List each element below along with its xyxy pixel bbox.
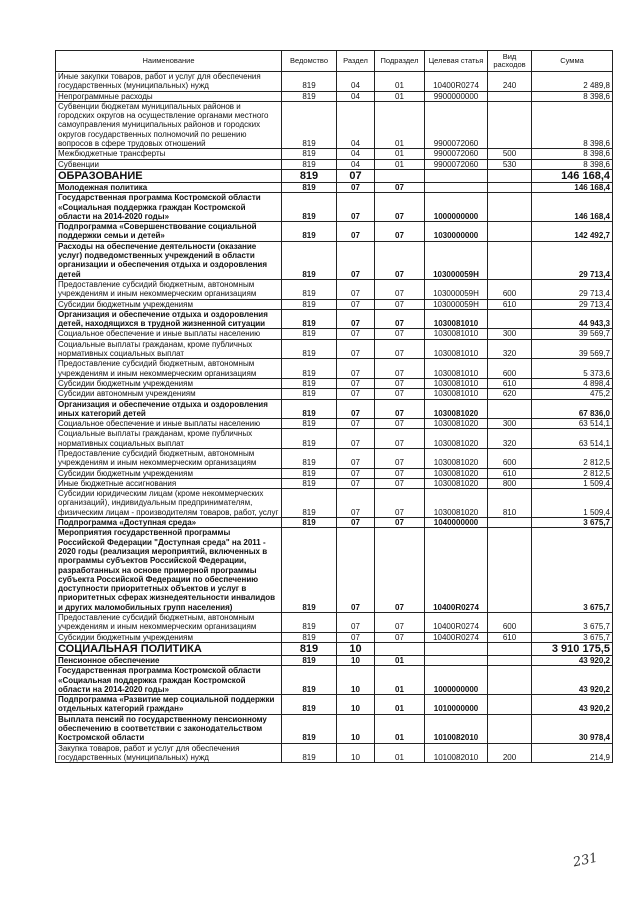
budget-table-sheet — [55, 50, 612, 763]
row-kind: 320 — [488, 429, 532, 449]
row-dept: 819 — [282, 91, 337, 101]
table-row — [56, 101, 613, 148]
table-row — [56, 222, 613, 242]
row-kind: 240 — [488, 72, 532, 92]
row-section: 07 — [337, 222, 375, 242]
row-sum: 2 812,5 — [532, 448, 613, 468]
row-kind: 600 — [488, 359, 532, 379]
row-name: Государственная программа Костромской области «Социальная поддержка граждан Костромской области на 2014-2020 годы» — [56, 193, 282, 222]
row-kind: 810 — [488, 489, 532, 518]
row-sum: 146 168,4 — [532, 182, 613, 192]
row-subsection: 07 — [375, 399, 425, 419]
row-sum: 8 398,6 — [532, 159, 613, 169]
header-name: Наименование — [56, 51, 282, 72]
header-target: Целевая статья — [425, 51, 488, 72]
row-kind: 300 — [488, 329, 532, 339]
row-target: 1030081010 — [425, 329, 488, 339]
row-name: Субсидии юридическим лицам (кроме некоммерческих организаций), индивидуальным предпринимателям, физическим лицам - производителям товаров, работ, услуг — [56, 489, 282, 518]
row-section: 07 — [337, 478, 375, 488]
row-sum: 39 569,7 — [532, 339, 613, 359]
row-section: 04 — [337, 101, 375, 148]
row-sum: 4 898,4 — [532, 378, 613, 388]
row-kind — [488, 101, 532, 148]
row-kind — [488, 182, 532, 192]
row-sum: 30 978,4 — [532, 714, 613, 743]
row-section: 07 — [337, 339, 375, 359]
row-target: 9900000000 — [425, 91, 488, 101]
row-section: 07 — [337, 632, 375, 642]
row-section: 10 — [337, 714, 375, 743]
row-dept: 819 — [282, 666, 337, 695]
row-sum: 2 812,5 — [532, 468, 613, 478]
row-sum: 43 920,2 — [532, 666, 613, 695]
row-dept: 819 — [282, 399, 337, 419]
row-sum: 214,9 — [532, 743, 613, 763]
row-name: Подпрограмма «Развитие мер социальной поддержки отдельных категорий граждан» — [56, 695, 282, 715]
row-section: 07 — [337, 299, 375, 309]
row-name: Иные закупки товаров, работ и услуг для обеспечения государственных (муниципальных) нужд — [56, 72, 282, 92]
row-target: 1010082010 — [425, 714, 488, 743]
row-subsection: 07 — [375, 468, 425, 478]
row-name: Подпрограмма «Совершенствование социальной поддержки семьи и детей» — [56, 222, 282, 242]
row-kind: 800 — [488, 478, 532, 488]
table-row — [56, 72, 613, 92]
row-dept: 819 — [282, 241, 337, 279]
row-subsection: 01 — [375, 666, 425, 695]
row-kind — [488, 666, 532, 695]
row-sum: 1 509,4 — [532, 489, 613, 518]
row-kind: 600 — [488, 613, 532, 633]
row-name: Иные бюджетные ассигнования — [56, 478, 282, 488]
row-sum: 29 713,4 — [532, 299, 613, 309]
row-kind — [488, 714, 532, 743]
row-target: 1030081020 — [425, 478, 488, 488]
row-kind: 300 — [488, 419, 532, 429]
table-row — [56, 309, 613, 329]
row-sum: 8 398,6 — [532, 101, 613, 148]
table-row — [56, 518, 613, 528]
row-sum: 43 920,2 — [532, 695, 613, 715]
row-section: 10 — [337, 642, 375, 655]
row-section: 10 — [337, 655, 375, 665]
row-dept: 819 — [282, 419, 337, 429]
row-subsection: 07 — [375, 613, 425, 633]
row-target: 1030081020 — [425, 489, 488, 518]
row-dept: 819 — [282, 429, 337, 449]
row-kind: 610 — [488, 299, 532, 309]
table-row — [56, 299, 613, 309]
row-section: 07 — [337, 169, 375, 182]
row-dept: 819 — [282, 149, 337, 159]
row-kind — [488, 91, 532, 101]
row-target: 1030081010 — [425, 339, 488, 359]
row-name: ОБРАЗОВАНИЕ — [56, 169, 282, 182]
row-target: 1030081010 — [425, 359, 488, 379]
row-sum: 3 675,7 — [532, 518, 613, 528]
row-sum: 3 675,7 — [532, 528, 613, 613]
row-dept: 819 — [282, 169, 337, 182]
row-target: 10400R0274 — [425, 72, 488, 92]
table-row — [56, 91, 613, 101]
row-kind — [488, 655, 532, 665]
row-sum: 142 492,7 — [532, 222, 613, 242]
row-name: Организация и обеспечение отдыха и оздоровления детей, находящихся в трудной жизненной ситуации — [56, 309, 282, 329]
row-subsection: 01 — [375, 72, 425, 92]
row-name: Подпрограмма «Доступная среда» — [56, 518, 282, 528]
row-name: Субсидии бюджетным учреждениям — [56, 632, 282, 642]
row-dept: 819 — [282, 159, 337, 169]
row-kind — [488, 309, 532, 329]
row-target: 10400R0274 — [425, 632, 488, 642]
table-row — [56, 695, 613, 715]
row-kind — [488, 169, 532, 182]
row-dept: 819 — [282, 299, 337, 309]
row-section: 04 — [337, 159, 375, 169]
table-header-row — [56, 51, 613, 72]
row-subsection: 07 — [375, 632, 425, 642]
row-sum: 67 836,0 — [532, 399, 613, 419]
row-dept: 819 — [282, 339, 337, 359]
row-name: Субсидии бюджетным учреждениям — [56, 299, 282, 309]
row-sum: 63 514,1 — [532, 429, 613, 449]
row-section: 07 — [337, 429, 375, 449]
row-name: Предоставление субсидий бюджетным, автономным учреждениям и иным некоммерческим организациям — [56, 613, 282, 633]
table-row — [56, 159, 613, 169]
row-target: 1000000000 — [425, 666, 488, 695]
row-target: 1030081010 — [425, 389, 488, 399]
row-target — [425, 169, 488, 182]
row-kind: 200 — [488, 743, 532, 763]
row-target — [425, 642, 488, 655]
row-subsection — [375, 642, 425, 655]
row-section: 07 — [337, 389, 375, 399]
row-section: 07 — [337, 419, 375, 429]
row-dept: 819 — [282, 279, 337, 299]
row-target: 1040000000 — [425, 518, 488, 528]
row-subsection: 07 — [375, 299, 425, 309]
row-name: Социальные выплаты гражданам, кроме публичных нормативных социальных выплат — [56, 339, 282, 359]
row-name: Социальное обеспечение и иные выплаты населению — [56, 329, 282, 339]
row-target: 1030081020 — [425, 429, 488, 449]
row-dept: 819 — [282, 309, 337, 329]
row-section: 10 — [337, 666, 375, 695]
row-section: 10 — [337, 695, 375, 715]
table-row — [56, 489, 613, 518]
row-name: Предоставление субсидий бюджетным, автономным учреждениям и иным некоммерческим организациям — [56, 448, 282, 468]
row-sum: 3 675,7 — [532, 613, 613, 633]
row-dept: 819 — [282, 695, 337, 715]
row-name: Субсидии автономным учреждениям — [56, 389, 282, 399]
row-dept: 819 — [282, 193, 337, 222]
row-name: СОЦИАЛЬНАЯ ПОЛИТИКА — [56, 642, 282, 655]
row-target: 1030081010 — [425, 378, 488, 388]
row-section: 04 — [337, 149, 375, 159]
table-row — [56, 241, 613, 279]
row-sum: 8 398,6 — [532, 91, 613, 101]
row-name: Организация и обеспечение отдыха и оздоровления иных категорий детей — [56, 399, 282, 419]
row-name: Молодежная политика — [56, 182, 282, 192]
row-target: 1010082010 — [425, 743, 488, 763]
row-section: 07 — [337, 613, 375, 633]
table-row — [56, 468, 613, 478]
row-kind — [488, 399, 532, 419]
page-number: 231 — [571, 850, 600, 871]
row-subsection: 07 — [375, 429, 425, 449]
row-name: Субсидии бюджетным учреждениям — [56, 378, 282, 388]
row-subsection: 07 — [375, 489, 425, 518]
row-sum: 475,2 — [532, 389, 613, 399]
row-target: 9900072060 — [425, 101, 488, 148]
row-sum: 39 569,7 — [532, 329, 613, 339]
row-target — [425, 182, 488, 192]
table-row — [56, 182, 613, 192]
row-subsection: 01 — [375, 149, 425, 159]
row-dept: 819 — [282, 468, 337, 478]
table-row — [56, 149, 613, 159]
row-kind: 600 — [488, 279, 532, 299]
row-subsection: 01 — [375, 159, 425, 169]
row-dept: 819 — [282, 72, 337, 92]
row-dept: 819 — [282, 389, 337, 399]
row-subsection: 07 — [375, 419, 425, 429]
row-subsection: 07 — [375, 182, 425, 192]
table-row — [56, 378, 613, 388]
row-name: Межбюджетные трансферты — [56, 149, 282, 159]
row-dept: 819 — [282, 222, 337, 242]
table-row — [56, 655, 613, 665]
row-sum: 146 168,4 — [532, 169, 613, 182]
row-subsection: 01 — [375, 695, 425, 715]
row-target: 9900072060 — [425, 149, 488, 159]
row-target: 1010000000 — [425, 695, 488, 715]
row-kind — [488, 528, 532, 613]
row-sum: 146 168,4 — [532, 193, 613, 222]
row-target: 10400R0274 — [425, 613, 488, 633]
table-row — [56, 399, 613, 419]
row-kind: 620 — [488, 389, 532, 399]
row-dept: 819 — [282, 518, 337, 528]
table-row — [56, 478, 613, 488]
row-name: Непрограммные расходы — [56, 91, 282, 101]
header-kind: Вид расходов — [488, 51, 532, 72]
row-section: 07 — [337, 279, 375, 299]
row-section: 04 — [337, 91, 375, 101]
row-target: 10400R0274 — [425, 528, 488, 613]
row-dept: 819 — [282, 448, 337, 468]
header-section: Раздел — [337, 51, 375, 72]
table-row — [56, 419, 613, 429]
row-subsection: 01 — [375, 655, 425, 665]
row-kind: 610 — [488, 468, 532, 478]
row-name: Субсидии бюджетным учреждениям — [56, 468, 282, 478]
row-subsection: 07 — [375, 518, 425, 528]
table-row — [56, 339, 613, 359]
row-target: 1030081020 — [425, 468, 488, 478]
row-dept: 819 — [282, 329, 337, 339]
row-target: 1030081010 — [425, 309, 488, 329]
row-dept: 819 — [282, 528, 337, 613]
row-kind — [488, 518, 532, 528]
row-name: Субвенции — [56, 159, 282, 169]
row-subsection — [375, 169, 425, 182]
row-dept: 819 — [282, 359, 337, 379]
row-target: 9900072060 — [425, 159, 488, 169]
row-sum: 2 489,8 — [532, 72, 613, 92]
row-section: 07 — [337, 468, 375, 478]
row-sum: 1 509,4 — [532, 478, 613, 488]
row-subsection: 07 — [375, 448, 425, 468]
row-sum: 63 514,1 — [532, 419, 613, 429]
row-kind: 320 — [488, 339, 532, 359]
table-row — [56, 169, 613, 182]
row-name: Социальные выплаты гражданам, кроме публичных нормативных социальных выплат — [56, 429, 282, 449]
row-subsection: 07 — [375, 309, 425, 329]
row-section: 07 — [337, 241, 375, 279]
row-target: 1030000000 — [425, 222, 488, 242]
row-subsection: 07 — [375, 222, 425, 242]
table-row — [56, 613, 613, 633]
row-kind: 610 — [488, 378, 532, 388]
table-body — [56, 72, 613, 763]
row-name: Пенсионное обеспечение — [56, 655, 282, 665]
row-name: Предоставление субсидий бюджетным, автономным учреждениям и иным некоммерческим организациям — [56, 359, 282, 379]
row-dept: 819 — [282, 101, 337, 148]
row-kind — [488, 695, 532, 715]
row-kind — [488, 222, 532, 242]
row-sum: 29 713,4 — [532, 279, 613, 299]
table-row — [56, 359, 613, 379]
row-section: 07 — [337, 378, 375, 388]
row-kind: 610 — [488, 632, 532, 642]
row-target: 103000059H — [425, 299, 488, 309]
row-section: 07 — [337, 193, 375, 222]
row-name: Мероприятия государственной программы Российской Федерации "Доступная среда" на 2011 - 2020 годы (реализация мероприятий, включенных в программы субъектов Российской Федерации, разработанных на основе примерной программы субъекта Российской Федерации по обеспечению доступности приоритетных объектов и услуг в приоритетных сферах жизнедеятельности инвалидов и других маломобильных групп населения) — [56, 528, 282, 613]
row-subsection: 07 — [375, 241, 425, 279]
header-subsection: Подраздел — [375, 51, 425, 72]
row-subsection: 07 — [375, 478, 425, 488]
row-sum: 3 910 175,5 — [532, 642, 613, 655]
row-target — [425, 655, 488, 665]
row-section: 07 — [337, 518, 375, 528]
table-row — [56, 279, 613, 299]
row-subsection: 07 — [375, 378, 425, 388]
table-row — [56, 193, 613, 222]
row-subsection: 07 — [375, 389, 425, 399]
row-target: 103000059H — [425, 241, 488, 279]
row-name: Государственная программа Костромской области «Социальная поддержка граждан Костромской области на 2014-2020 годы» — [56, 666, 282, 695]
row-dept: 819 — [282, 478, 337, 488]
row-name: Социальное обеспечение и иные выплаты населению — [56, 419, 282, 429]
table-row — [56, 429, 613, 449]
row-dept: 819 — [282, 613, 337, 633]
row-section: 07 — [337, 329, 375, 339]
row-section: 07 — [337, 309, 375, 329]
table-row — [56, 666, 613, 695]
row-subsection: 01 — [375, 714, 425, 743]
row-subsection: 01 — [375, 91, 425, 101]
row-dept: 819 — [282, 489, 337, 518]
row-subsection: 07 — [375, 359, 425, 379]
row-dept: 819 — [282, 655, 337, 665]
row-section: 10 — [337, 743, 375, 763]
row-kind — [488, 241, 532, 279]
table-row — [56, 329, 613, 339]
row-section: 07 — [337, 359, 375, 379]
row-sum: 44 943,3 — [532, 309, 613, 329]
row-sum: 29 713,4 — [532, 241, 613, 279]
row-name: Расходы на обеспечение деятельности (оказание услуг) подведомственных учреждений в области организации и обеспечения отдыха и оздоровления детей — [56, 241, 282, 279]
row-target: 1030081020 — [425, 399, 488, 419]
table-row — [56, 528, 613, 613]
row-target: 103000059H — [425, 279, 488, 299]
table-row — [56, 632, 613, 642]
row-subsection: 07 — [375, 339, 425, 359]
row-kind — [488, 193, 532, 222]
row-name: Субвенции бюджетам муниципальных районов и городских округов на осуществление органами местного самоуправления муниципальных районов и городских округов государственных полномочий по решению вопросов в сфере трудовых отношений — [56, 101, 282, 148]
budget-table — [55, 50, 613, 763]
row-section: 07 — [337, 448, 375, 468]
row-name: Предоставление субсидий бюджетным, автономным учреждениям и иным некоммерческим организациям — [56, 279, 282, 299]
row-dept: 819 — [282, 182, 337, 192]
row-section: 07 — [337, 489, 375, 518]
row-section: 07 — [337, 182, 375, 192]
row-sum: 8 398,6 — [532, 149, 613, 159]
table-row — [56, 448, 613, 468]
row-dept: 819 — [282, 632, 337, 642]
row-kind: 600 — [488, 448, 532, 468]
row-kind: 530 — [488, 159, 532, 169]
row-section: 07 — [337, 528, 375, 613]
header-sum: Сумма — [532, 51, 613, 72]
row-name: Закупка товаров, работ и услуг для обеспечения государственных (муниципальных) нужд — [56, 743, 282, 763]
row-section: 07 — [337, 399, 375, 419]
row-dept: 819 — [282, 714, 337, 743]
row-subsection: 07 — [375, 329, 425, 339]
row-target: 1030081020 — [425, 419, 488, 429]
row-name: Выплата пенсий по государственному пенсионному обеспечению в соответствии с законодательством Костромской области — [56, 714, 282, 743]
row-sum: 5 373,6 — [532, 359, 613, 379]
row-subsection: 07 — [375, 279, 425, 299]
table-row — [56, 642, 613, 655]
row-subsection: 07 — [375, 528, 425, 613]
row-kind: 500 — [488, 149, 532, 159]
row-section: 04 — [337, 72, 375, 92]
row-target: 1030081020 — [425, 448, 488, 468]
row-kind — [488, 642, 532, 655]
table-row — [56, 743, 613, 763]
row-dept: 819 — [282, 378, 337, 388]
row-sum: 3 675,7 — [532, 632, 613, 642]
row-dept: 819 — [282, 642, 337, 655]
row-dept: 819 — [282, 743, 337, 763]
row-subsection: 01 — [375, 101, 425, 148]
row-sum: 43 920,2 — [532, 655, 613, 665]
header-dept: Ведомство — [282, 51, 337, 72]
table-row — [56, 714, 613, 743]
table-row — [56, 389, 613, 399]
row-subsection: 01 — [375, 743, 425, 763]
row-subsection: 07 — [375, 193, 425, 222]
row-target: 1000000000 — [425, 193, 488, 222]
